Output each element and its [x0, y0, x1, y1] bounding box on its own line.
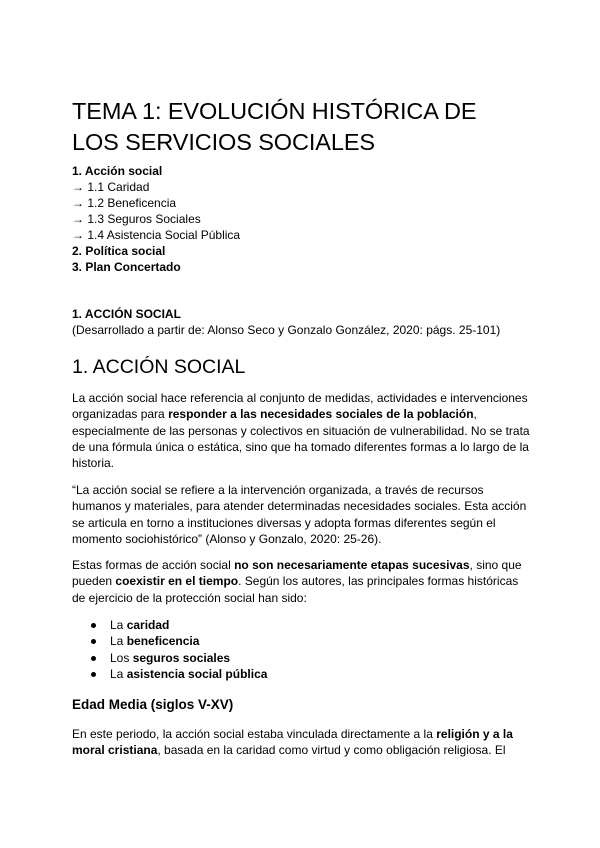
bullet-icon: [91, 656, 96, 661]
bullet-icon: [91, 672, 96, 677]
toc-item: → 1.3 Seguros Sociales: [72, 212, 201, 226]
toc-item: → 1.1 Caridad: [72, 180, 150, 194]
list-item: [72, 633, 532, 649]
section-heading: 1. ACCIÓN SOCIAL: [72, 356, 246, 378]
toc-item: 2. Política social: [72, 244, 166, 258]
list-item: [72, 650, 532, 666]
text-run: , basada en la caridad como virtud y como obligación religiosa. El: [157, 743, 506, 758]
text-run: , sino que pueden: [72, 558, 522, 589]
toc-item: 1. Acción social: [72, 164, 163, 178]
text-run: . Según los autores, las principales formas históricas de ejercicio de la protección social han sido:: [72, 574, 519, 605]
section-label-title: 1. ACCIÓN SOCIAL: [72, 307, 181, 321]
bullet-icon: [91, 639, 96, 644]
text-run: La: [110, 618, 127, 632]
table-of-contents: [72, 163, 532, 275]
paragraph-quote: “La acción social se refiere a la intervención organizada, a través de recursos humanos y materiales, para atender determinadas necesidades sociales. Esta acción se articula en torno a instituciones diversas y adopta formas diferentes según el momento sociohistórico” (Alonso y Gonzalo, 2020: 25-26).: [72, 483, 527, 546]
bold-run: coexistir en el tiempo: [115, 574, 239, 589]
text-run: En este periodo, la acción social estaba vinculada directamente a la: [72, 727, 437, 741]
text-run: La: [110, 666, 127, 681]
document-title-line-2: LOS SERVICIOS SOCIALES: [72, 129, 375, 155]
bold-run: beneficencia: [126, 634, 200, 649]
bold-run: caridad: [126, 618, 170, 632]
section-label: [72, 306, 532, 338]
list-item: [72, 617, 532, 633]
text-run: , especialmente de las personas y colectivos en situación de vulnerabilidad. No se trata de una fórmula única o estática, sino que ha tomado diferentes formas a lo largo de la historia.: [72, 407, 530, 471]
subsection-heading: Edad Media (siglos V-XV): [72, 697, 234, 712]
forms-bullet-list: [72, 617, 532, 682]
paragraph-intro: [72, 390, 534, 471]
bullet-icon: [91, 623, 96, 628]
text-run: La: [110, 634, 127, 649]
paragraph-middle-ages: [72, 726, 534, 759]
section-label-source: (Desarrollado a partir de: Alonso Seco y Gonzalo González, 2020: págs. 25-101): [72, 323, 501, 337]
text-run: Estas formas de acción social: [72, 558, 235, 572]
list-item: [72, 666, 532, 682]
bold-run: asistencia social pública: [126, 666, 268, 681]
bold-run: no son necesariamente etapas sucesivas: [234, 558, 470, 572]
text-run: Los: [110, 650, 133, 665]
toc-item: 3. Plan Concertado: [72, 260, 181, 274]
document-title: [72, 96, 542, 158]
text-run: La acción social hace referencia al conjunto de medidas, actividades e intervenciones organizadas para: [72, 391, 528, 422]
paragraph-forms: [72, 557, 534, 606]
toc-item: → 1.2 Beneficencia: [72, 196, 177, 210]
bold-run: seguros sociales: [132, 650, 231, 665]
bold-run: responder a las necesidades sociales de la población: [168, 407, 474, 422]
document-title-line-1: TEMA 1: EVOLUCIÓN HISTÓRICA DE: [72, 98, 477, 124]
toc-item: → 1.4 Asistencia Social Pública: [72, 228, 241, 242]
bold-run: religión y a la moral cristiana: [72, 727, 513, 758]
